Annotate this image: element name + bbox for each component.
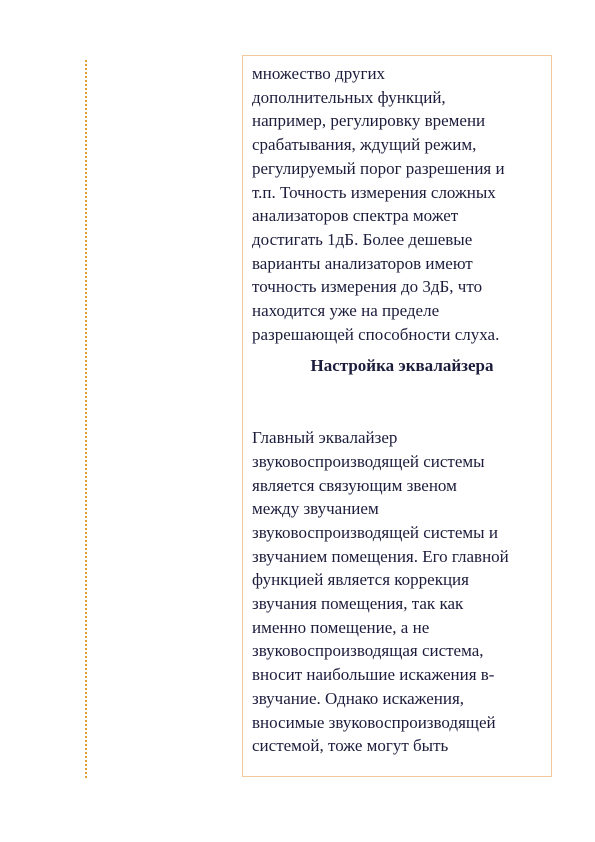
text-line: разрешающей способности слуха. (252, 324, 500, 344)
text-line: является связующим звеном (252, 475, 457, 495)
paragraph-equalizer (252, 426, 552, 758)
text-line: звучание. Однако искажения, (252, 688, 465, 708)
text-line: звучанием помещения. Его главной (252, 546, 509, 566)
text-line: звуковоспроизводящая система, (252, 641, 484, 661)
text-line: между звучанием (252, 499, 379, 519)
text-line: звуковоспроизводящей системы (252, 451, 485, 471)
text-line: множество других (252, 64, 386, 83)
text-line: срабатывания, ждущий режим, (252, 135, 477, 155)
text-line: именно помещение, а не (252, 617, 430, 637)
text-line: Главный эквалайзер (252, 428, 398, 448)
text-body (252, 62, 552, 758)
section-heading: Настройка эквалайзера (310, 356, 494, 376)
spacer (252, 378, 552, 426)
text-line: звучания помещения, так как (252, 594, 464, 614)
text-line: анализаторов спектра может (252, 206, 459, 226)
paragraph-intro (252, 62, 552, 346)
text-line: дополнительных функций, (252, 87, 446, 107)
text-line: системой, тоже могут быть (252, 736, 449, 756)
text-line: регулируемый порог разрешения и (252, 158, 505, 178)
text-line: звуковоспроизводящей системы и (252, 522, 498, 542)
text-line: точность измерения до 3дБ, что (252, 277, 483, 297)
text-line: достигать 1дБ. Более дешевые (252, 229, 473, 249)
text-line: находится уже на пределе (252, 301, 440, 321)
text-line: функцией является коррекция (252, 570, 469, 590)
margin-guide-line (85, 60, 87, 778)
text-line: т.п. Точность измерения сложных (252, 182, 496, 202)
text-line: например, регулировку времени (252, 111, 486, 131)
text-line: вносимые звуковоспроизводящей (252, 712, 496, 732)
text-line: вносит наибольшие искажения в- (252, 665, 495, 685)
text-line: варианты анализаторов имеют (252, 253, 473, 273)
